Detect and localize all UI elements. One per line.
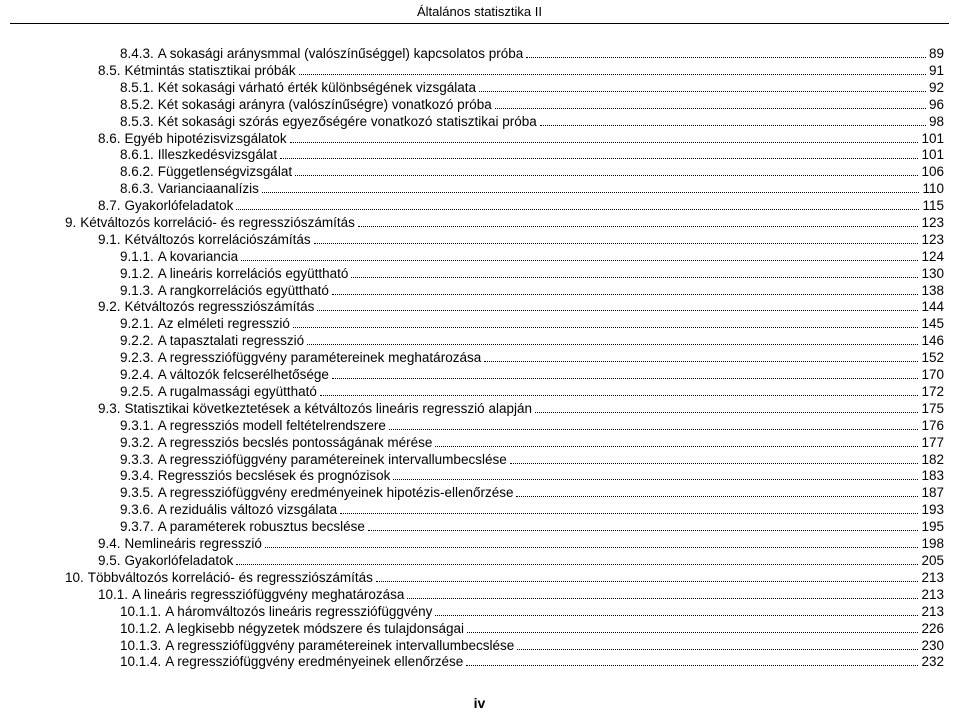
toc-entry[interactable] [120,383,944,401]
toc-entry-title: Két sokasági várható érték különbségének vizsgálata [157,80,476,95]
toc-entry-title: Kétváltozós regressziószámítás [124,299,315,314]
toc-entry-number: 9.2.4. [120,367,154,382]
toc-entry[interactable] [120,113,944,131]
toc-entry[interactable] [120,96,944,114]
header-rule [10,23,949,24]
toc-entry-title: Kétváltozós korreláció- és regressziószámítás [80,215,355,230]
toc-entry[interactable] [120,349,944,367]
toc-entry[interactable] [120,620,944,638]
toc-entry-page: 89 [928,46,944,61]
toc-entry-number: 10. [65,570,84,585]
toc-dot-leader [307,332,918,345]
toc-dot-leader [351,265,918,278]
toc-entry-number: 10.1. [98,587,129,602]
toc-entry-title: Egyéb hipotézisvizsgálatok [124,131,287,146]
toc-entry-page: 198 [921,536,944,551]
toc-entry[interactable] [98,586,944,604]
toc-entry-number: 10.1.2. [120,621,162,636]
toc-dot-leader [516,484,918,497]
toc-entry-page: 106 [921,164,944,179]
toc-entry[interactable] [120,518,944,536]
toc-entry[interactable] [98,62,944,80]
running-header [0,0,959,19]
toc-entry-title: Nemlineáris regresszió [124,536,262,551]
toc-entry-page: 123 [921,215,944,230]
toc-entry-title: A reziduális változó vizsgálata [157,502,338,517]
toc-entry-title: A paraméterek robusztus becslése [157,519,365,534]
toc-entry-title: A regressziófüggvény paramétereinek meghatározása [157,350,482,365]
toc-dot-leader [526,45,926,58]
toc-entry-title: A regressziófüggvény eredményeinek ellenőrzése [165,654,464,669]
toc-dot-leader [535,400,918,413]
toc-entry-page: 195 [921,519,944,534]
toc-entry-page: 130 [921,266,944,281]
toc-entry-page: 170 [921,367,944,382]
toc-entry-title: A lineáris regressziófüggvény meghatározása [132,587,405,602]
toc-entry[interactable] [120,79,944,97]
toc-entry-number: 9.3.7. [120,519,154,534]
toc-entry-number: 9.2.5. [120,384,154,399]
toc-entry-title: A regressziós modell feltételrendszere [157,418,386,433]
toc-entry-title: A regressziófüggvény paramétereinek intervallumbecslése [157,452,507,467]
toc-entry-page: 146 [921,333,944,348]
toc-entry-number: 9.4. [98,536,121,551]
toc-entry[interactable] [98,298,944,316]
toc-entry-title: Varianciaanalízis [157,181,259,196]
toc-entry-number: 9.2.1. [120,316,154,331]
toc-dot-leader [320,383,919,396]
toc-entry-page: 226 [921,621,944,636]
toc-entry[interactable] [65,569,944,587]
toc-entry-page: 101 [921,131,944,146]
toc-entry-page: 177 [921,435,944,450]
toc-dot-leader [517,637,918,650]
toc-entry[interactable] [120,366,944,384]
toc-entry-number: 8.5.2. [120,97,154,112]
toc-entry-title: A regressziófüggvény paramétereinek intervallumbecslése [165,638,515,653]
toc-entry-title: A sokasági aránysmmal (valószínűséggel) kapcsolatos próba [157,46,524,61]
toc-entry-page: 175 [921,401,944,416]
toc-entry-number: 9. [65,215,77,230]
toc-entry-page: 115 [922,198,944,213]
toc-entry-page: 152 [921,350,944,365]
toc-entry-page: 172 [921,384,944,399]
toc-entry-title: Statisztikai következtetések a kétváltozós lineáris regresszió alapján [124,401,532,416]
toc-entry-title: Két sokasági szórás egyezőségére vonatkozó statisztikai próba [157,114,537,129]
toc-dot-leader [236,197,919,210]
toc-dot-leader [466,653,918,666]
toc-entry-number: 8.6.1. [120,147,154,162]
toc-entry-number: 9.5. [98,553,121,568]
toc-entry-page: 123 [921,232,944,247]
toc-entry[interactable] [120,467,944,485]
toc-entry-title: Kétmintás statisztikai próbák [124,63,296,78]
toc-entry-page: 124 [921,249,944,264]
toc-entry-page: 182 [921,452,944,467]
toc-dot-leader [540,113,926,126]
toc-entry-number: 9.1.3. [120,283,154,298]
toc-entry-page: 205 [921,553,944,568]
toc-entry-title: Kétváltozós korrelációszámítás [124,232,311,247]
toc-dot-leader [479,79,926,92]
toc-entry[interactable] [120,180,944,198]
toc-dot-leader [467,620,918,633]
toc-dot-leader [389,417,919,430]
toc-entry-title: A regressziós becslés pontosságának mérése [157,435,433,450]
toc-entry-number: 8.7. [98,198,121,213]
toc-dot-leader [299,62,926,75]
toc-dot-leader [484,349,918,362]
toc-dot-leader [280,146,918,159]
toc-entry[interactable] [65,214,944,232]
toc-dot-leader [435,434,918,447]
toc-entry-number: 9.3.5. [120,485,154,500]
toc-entry-number: 9.1.1. [120,249,154,264]
toc-entry-number: 9.3.1. [120,418,154,433]
toc-entry-number: 9.2.2. [120,333,154,348]
toc-dot-leader [265,535,919,548]
toc-entry-number: 9.3. [98,401,121,416]
toc-entry-number: 10.1.1. [120,604,162,619]
toc-entry-title: A legkisebb négyzetek módszere és tulajdonságai [165,621,464,636]
toc-entry-title: A változók felcserélhetősége [157,367,329,382]
toc-entry-page: 213 [921,587,944,602]
toc-entry[interactable] [120,603,944,621]
toc-entry-page: 98 [928,114,944,129]
toc-entry-page: 145 [921,316,944,331]
toc-dot-leader [340,501,918,514]
toc-entry[interactable] [98,197,944,215]
toc-entry-title: Függetlenségvizsgálat [157,164,293,179]
toc-dot-leader [314,231,919,244]
toc-entry-title: A regressziófüggvény eredményeinek hipotézis-ellenőrzése [157,485,514,500]
toc-entry-title: A rugalmassági együttható [157,384,317,399]
toc-entry-title: A tapasztalati regresszió [157,333,305,348]
toc-entry-number: 9.1.2. [120,266,154,281]
toc-entry-title: Gyakorlófeladatok [124,198,234,213]
toc-dot-leader [435,603,918,616]
toc-entry-number: 8.6.3. [120,181,154,196]
toc-entry-title: Két sokasági arányra (valószínűségre) vonatkozó próba [157,97,492,112]
toc-entry[interactable] [98,400,944,418]
toc-entry-number: 9.3.4. [120,468,154,483]
toc-entry-page: 193 [921,502,944,517]
toc-entry-page: 213 [921,570,944,585]
toc-entry-title: Gyakorlófeladatok [124,553,234,568]
toc-entry-title: Regressziós becslések és prognózisok [157,468,391,483]
toc-entry-title: Az elméleti regresszió [157,316,290,331]
page-footer [0,695,959,711]
toc-dot-leader [510,451,919,464]
toc-dot-leader [332,366,919,379]
toc-entry-number: 8.6.2. [120,164,154,179]
toc-entry[interactable] [98,535,944,553]
toc-entry-number: 9.2. [98,299,121,314]
toc-entry-page: 183 [921,468,944,483]
toc-dot-leader [495,96,926,109]
toc-entry-title: A lineáris korrelációs együttható [157,266,349,281]
toc-entry-number: 8.5.3. [120,114,154,129]
toc-entry[interactable] [120,248,944,266]
toc-entry-number: 9.1. [98,232,121,247]
toc-dot-leader [393,467,918,480]
toc-entry-title: A kovariancia [157,249,239,264]
toc-entry-title: A háromváltozós lineáris regressziófüggvény [165,604,433,619]
toc-entry-page: 91 [928,63,944,78]
toc-dot-leader [295,163,918,176]
toc-entry[interactable] [120,501,944,519]
toc-entry[interactable] [120,332,944,350]
toc-entry-number: 8.4.3. [120,46,154,61]
header-title: Általános statisztika II [417,4,542,19]
toc-dot-leader [332,282,919,295]
toc-entry[interactable] [98,231,944,249]
toc-entry-number: 9.3.2. [120,435,154,450]
toc-dot-leader [293,315,919,328]
toc-entry[interactable] [98,552,944,570]
toc-dot-leader [236,552,918,565]
toc-dot-leader [317,298,918,311]
toc-entry[interactable] [120,653,944,671]
toc-entry-page: 110 [922,181,944,196]
toc-entry-page: 96 [928,97,944,112]
page-number: iv [473,695,486,711]
toc-entry-number: 9.3.3. [120,452,154,467]
toc-dot-leader [241,248,918,261]
toc-entry[interactable] [120,434,944,452]
toc-entry-title: Többváltozós korreláció- és regressziószámítás [87,570,373,585]
toc-entry-title: A rangkorrelációs együttható [157,283,329,298]
toc-dot-leader [262,180,920,193]
toc-entry-title: Illeszkedésvizsgálat [157,147,278,162]
toc-entry[interactable] [120,265,944,283]
toc-entry[interactable] [120,315,944,333]
toc-entry-number: 9.3.6. [120,502,154,517]
toc-entry-page: 144 [921,299,944,314]
toc-entry-page: 138 [921,283,944,298]
toc-entry[interactable] [120,146,944,164]
toc-entry-number: 8.6. [98,131,121,146]
toc-entry-page: 187 [921,485,944,500]
toc-entry-number: 9.2.3. [120,350,154,365]
toc-dot-leader [290,130,919,143]
toc-entry[interactable] [120,163,944,181]
toc-entry-page: 213 [921,604,944,619]
toc-entry-number: 8.5. [98,63,121,78]
toc-dot-leader [376,569,919,582]
toc-entry-page: 101 [921,147,944,162]
toc-entry-number: 10.1.4. [120,654,162,669]
toc-dot-leader [358,214,919,227]
toc-entry-page: 232 [921,654,944,669]
toc-entry-page: 176 [921,418,944,433]
toc-entry-page: 230 [921,638,944,653]
toc-entry[interactable] [120,417,944,435]
toc-dot-leader [407,586,918,599]
toc-entry-page: 92 [928,80,944,95]
toc-entry[interactable] [120,45,944,63]
toc-entry[interactable] [120,484,944,502]
toc-entry-number: 8.5.1. [120,80,154,95]
toc-dot-leader [368,518,919,531]
toc-entry-number: 10.1.3. [120,638,162,653]
